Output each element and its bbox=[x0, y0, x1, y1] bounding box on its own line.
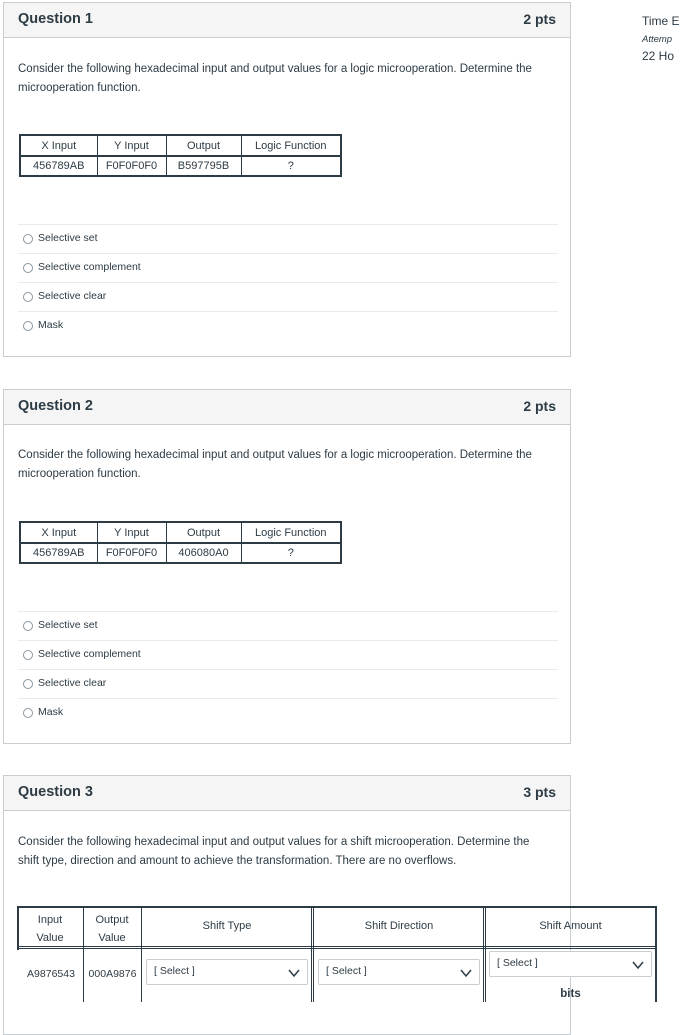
header-text: Input bbox=[37, 914, 63, 926]
question-title: Question 3 bbox=[18, 784, 93, 800]
table-cell: 456789AB bbox=[20, 156, 97, 176]
question-title: Question 1 bbox=[18, 11, 93, 27]
radio-button[interactable] bbox=[23, 679, 33, 689]
answer-list bbox=[18, 611, 558, 727]
attempt-label: Attemp bbox=[642, 34, 673, 45]
question-text: Consider the following hexadecimal input and output values for a logic microoperation. Determine the microoperation function. bbox=[18, 449, 532, 480]
question-title: Question 2 bbox=[18, 398, 93, 414]
question-header bbox=[4, 776, 570, 811]
time-elapsed-label: Time E bbox=[642, 14, 680, 28]
answer-option[interactable] bbox=[18, 253, 558, 282]
table-row bbox=[20, 543, 341, 563]
data-table bbox=[19, 521, 342, 564]
radio-button[interactable] bbox=[23, 621, 33, 631]
time-value: 22 Ho bbox=[642, 49, 675, 63]
table-header-row bbox=[20, 135, 341, 156]
answer-option[interactable] bbox=[18, 640, 558, 669]
answer-option[interactable] bbox=[18, 698, 558, 727]
chevron-down-icon bbox=[631, 958, 645, 972]
header-input-value bbox=[19, 911, 81, 947]
question-points: 2 pts bbox=[523, 398, 556, 414]
question-header bbox=[4, 3, 570, 38]
table-cell: 406080A0 bbox=[166, 543, 241, 563]
output-value-cell: 000A9876 bbox=[88, 968, 137, 980]
table-row bbox=[20, 156, 341, 176]
table-header-cell: X Input bbox=[20, 522, 97, 543]
table-header-cell: Output bbox=[166, 522, 241, 543]
radio-button[interactable] bbox=[23, 292, 33, 302]
radio-button[interactable] bbox=[23, 234, 33, 244]
answer-label[interactable]: Selective clear bbox=[38, 290, 107, 302]
table-cell: F0F0F0F0 bbox=[97, 543, 166, 563]
question-1 bbox=[3, 2, 571, 357]
select-value: [ Select ] bbox=[154, 965, 195, 977]
answer-option[interactable] bbox=[18, 311, 558, 340]
header-text: Value bbox=[98, 932, 126, 944]
header-shift-direction: Shift Direction bbox=[364, 920, 434, 932]
answer-option[interactable] bbox=[18, 611, 558, 640]
table-header-cell: Output bbox=[166, 135, 241, 156]
answer-label[interactable]: Selective complement bbox=[38, 648, 141, 660]
table-header-cell: Y Input bbox=[97, 522, 166, 543]
radio-button[interactable] bbox=[23, 650, 33, 660]
header-shift-type: Shift Type bbox=[202, 920, 252, 932]
shift-type-select[interactable] bbox=[146, 959, 308, 985]
answer-list bbox=[18, 224, 558, 340]
table-cell: ? bbox=[241, 156, 341, 176]
shift-direction-select[interactable] bbox=[318, 959, 480, 985]
answer-label[interactable]: Mask bbox=[38, 319, 64, 331]
table-header-cell: Logic Function bbox=[241, 522, 341, 543]
table-cell: B597795B bbox=[166, 156, 241, 176]
table-cell: F0F0F0F0 bbox=[97, 156, 166, 176]
answer-label[interactable]: Selective clear bbox=[38, 677, 107, 689]
question-points: 2 pts bbox=[523, 11, 556, 27]
column-separator bbox=[655, 908, 657, 1002]
header-text: Value bbox=[36, 932, 64, 944]
radio-button[interactable] bbox=[23, 263, 33, 273]
header-output-value bbox=[84, 911, 140, 947]
table-header-row bbox=[20, 522, 341, 543]
question-2 bbox=[3, 389, 571, 744]
shift-amount-select[interactable] bbox=[489, 951, 652, 977]
question-header bbox=[4, 390, 570, 425]
answer-label[interactable]: Selective complement bbox=[38, 261, 141, 273]
table-header-cell: Logic Function bbox=[241, 135, 341, 156]
input-value-cell: A9876543 bbox=[27, 968, 75, 980]
answer-option[interactable] bbox=[18, 669, 558, 698]
table-header-cell: X Input bbox=[20, 135, 97, 156]
question-points: 3 pts bbox=[523, 784, 556, 800]
chevron-down-icon bbox=[287, 966, 301, 980]
answer-label[interactable]: Mask bbox=[38, 706, 64, 718]
question-text: Consider the following hexadecimal input and output values for a shift microoperation. Determine the shift type, direction and amount to achieve the transformation. There are no overflows. bbox=[18, 836, 530, 867]
select-value: [ Select ] bbox=[326, 965, 367, 977]
answer-label[interactable]: Selective set bbox=[38, 232, 98, 244]
answer-label[interactable]: Selective set bbox=[38, 619, 98, 631]
table-cell: 456789AB bbox=[20, 543, 97, 563]
table-cell: ? bbox=[241, 543, 341, 563]
data-table bbox=[19, 134, 342, 177]
select-value: [ Select ] bbox=[497, 957, 538, 969]
chevron-down-icon bbox=[459, 966, 473, 980]
radio-button[interactable] bbox=[23, 321, 33, 331]
header-text: Output bbox=[95, 914, 129, 926]
table-header-cell: Y Input bbox=[97, 135, 166, 156]
amount-unit-label: bits bbox=[560, 988, 581, 1000]
question-text: Consider the following hexadecimal input and output values for a logic microoperation. Determine the microoperation function. bbox=[18, 63, 532, 94]
answer-option[interactable] bbox=[18, 224, 558, 253]
radio-button[interactable] bbox=[23, 708, 33, 718]
header-shift-amount: Shift Amount bbox=[539, 920, 602, 932]
answer-option[interactable] bbox=[18, 282, 558, 311]
